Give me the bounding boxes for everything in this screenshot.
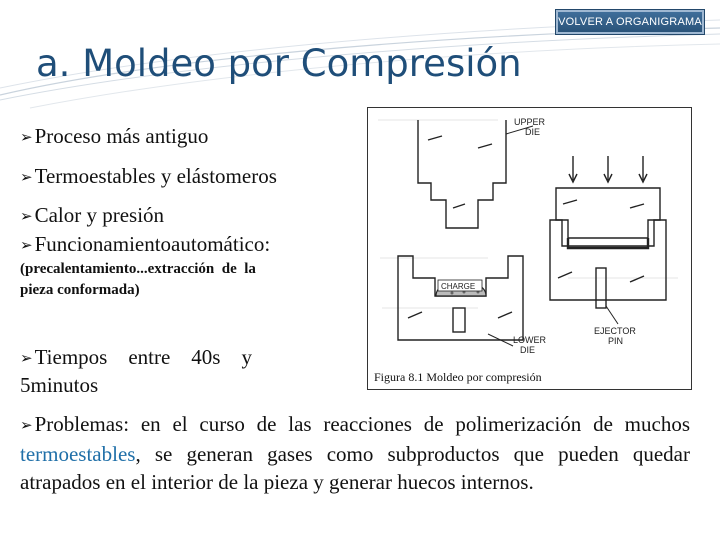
bullet-thermosets: ➢Termoestables y elástomeros [20,164,277,188]
problems-text-start: Problemas: en el curso de las reacciones de polimerización de muchos [34,412,690,436]
figure-caption: Figura 8.1 Moldeo por compresión [374,370,542,384]
bullet-oldest-process: ➢Proceso más antiguo [20,124,209,148]
upper-die-shape [418,120,506,228]
arrow-bullet-icon: ➢ [20,168,33,186]
bullet-cycle-time: ➢Tiempos entre 40s y [20,345,252,369]
automatic-operation-detail [20,259,256,301]
ejector-pin-label-2: PIN [608,336,624,346]
problems-paragraph [20,410,690,496]
arrow-bullet-icon: ➢ [20,416,33,434]
problems-text-end: , se generan gases como subproductos que pueden quedar atrapados en el interior de la pieza y generar huecos internos. [20,442,690,494]
slide-title: a. Moldeo por Compresión [36,42,522,85]
arrow-bullet-icon: ➢ [20,236,33,254]
bullet-heat-pressure: ➢Calor y presión [20,203,165,227]
detail-line-1: (precalentamiento...extracción de la [20,261,256,277]
arrow-bullet-icon: ➢ [20,349,33,367]
upper-die-label-1: UPPER [514,117,546,127]
back-to-organigram-button[interactable]: VOLVER A ORGANIGRAMA [556,10,704,34]
bullet-automatic-operation: ➢Funcionamientoautomático: [20,232,271,256]
closed-mold-shape [550,188,666,308]
lower-die-open-shape [398,256,523,340]
detail-line-2: pieza conformada) [20,282,140,298]
force-arrows [569,156,647,182]
lower-die-label-1: LOWER [513,335,547,345]
compression-molding-figure [367,107,692,390]
ejector-pin-label-1: EJECTOR [594,326,636,336]
arrow-bullet-icon: ➢ [20,207,33,225]
thermosets-link-text: termoestables [20,442,136,466]
arrow-bullet-icon: ➢ [20,128,33,146]
upper-die-label-2: DIE [525,127,541,137]
lower-die-label-2: DIE [520,345,536,355]
compression-mold-diagram [368,108,691,368]
cycle-time-continuation: 5minutos [20,373,99,397]
charge-label: CHARGE [441,282,476,291]
